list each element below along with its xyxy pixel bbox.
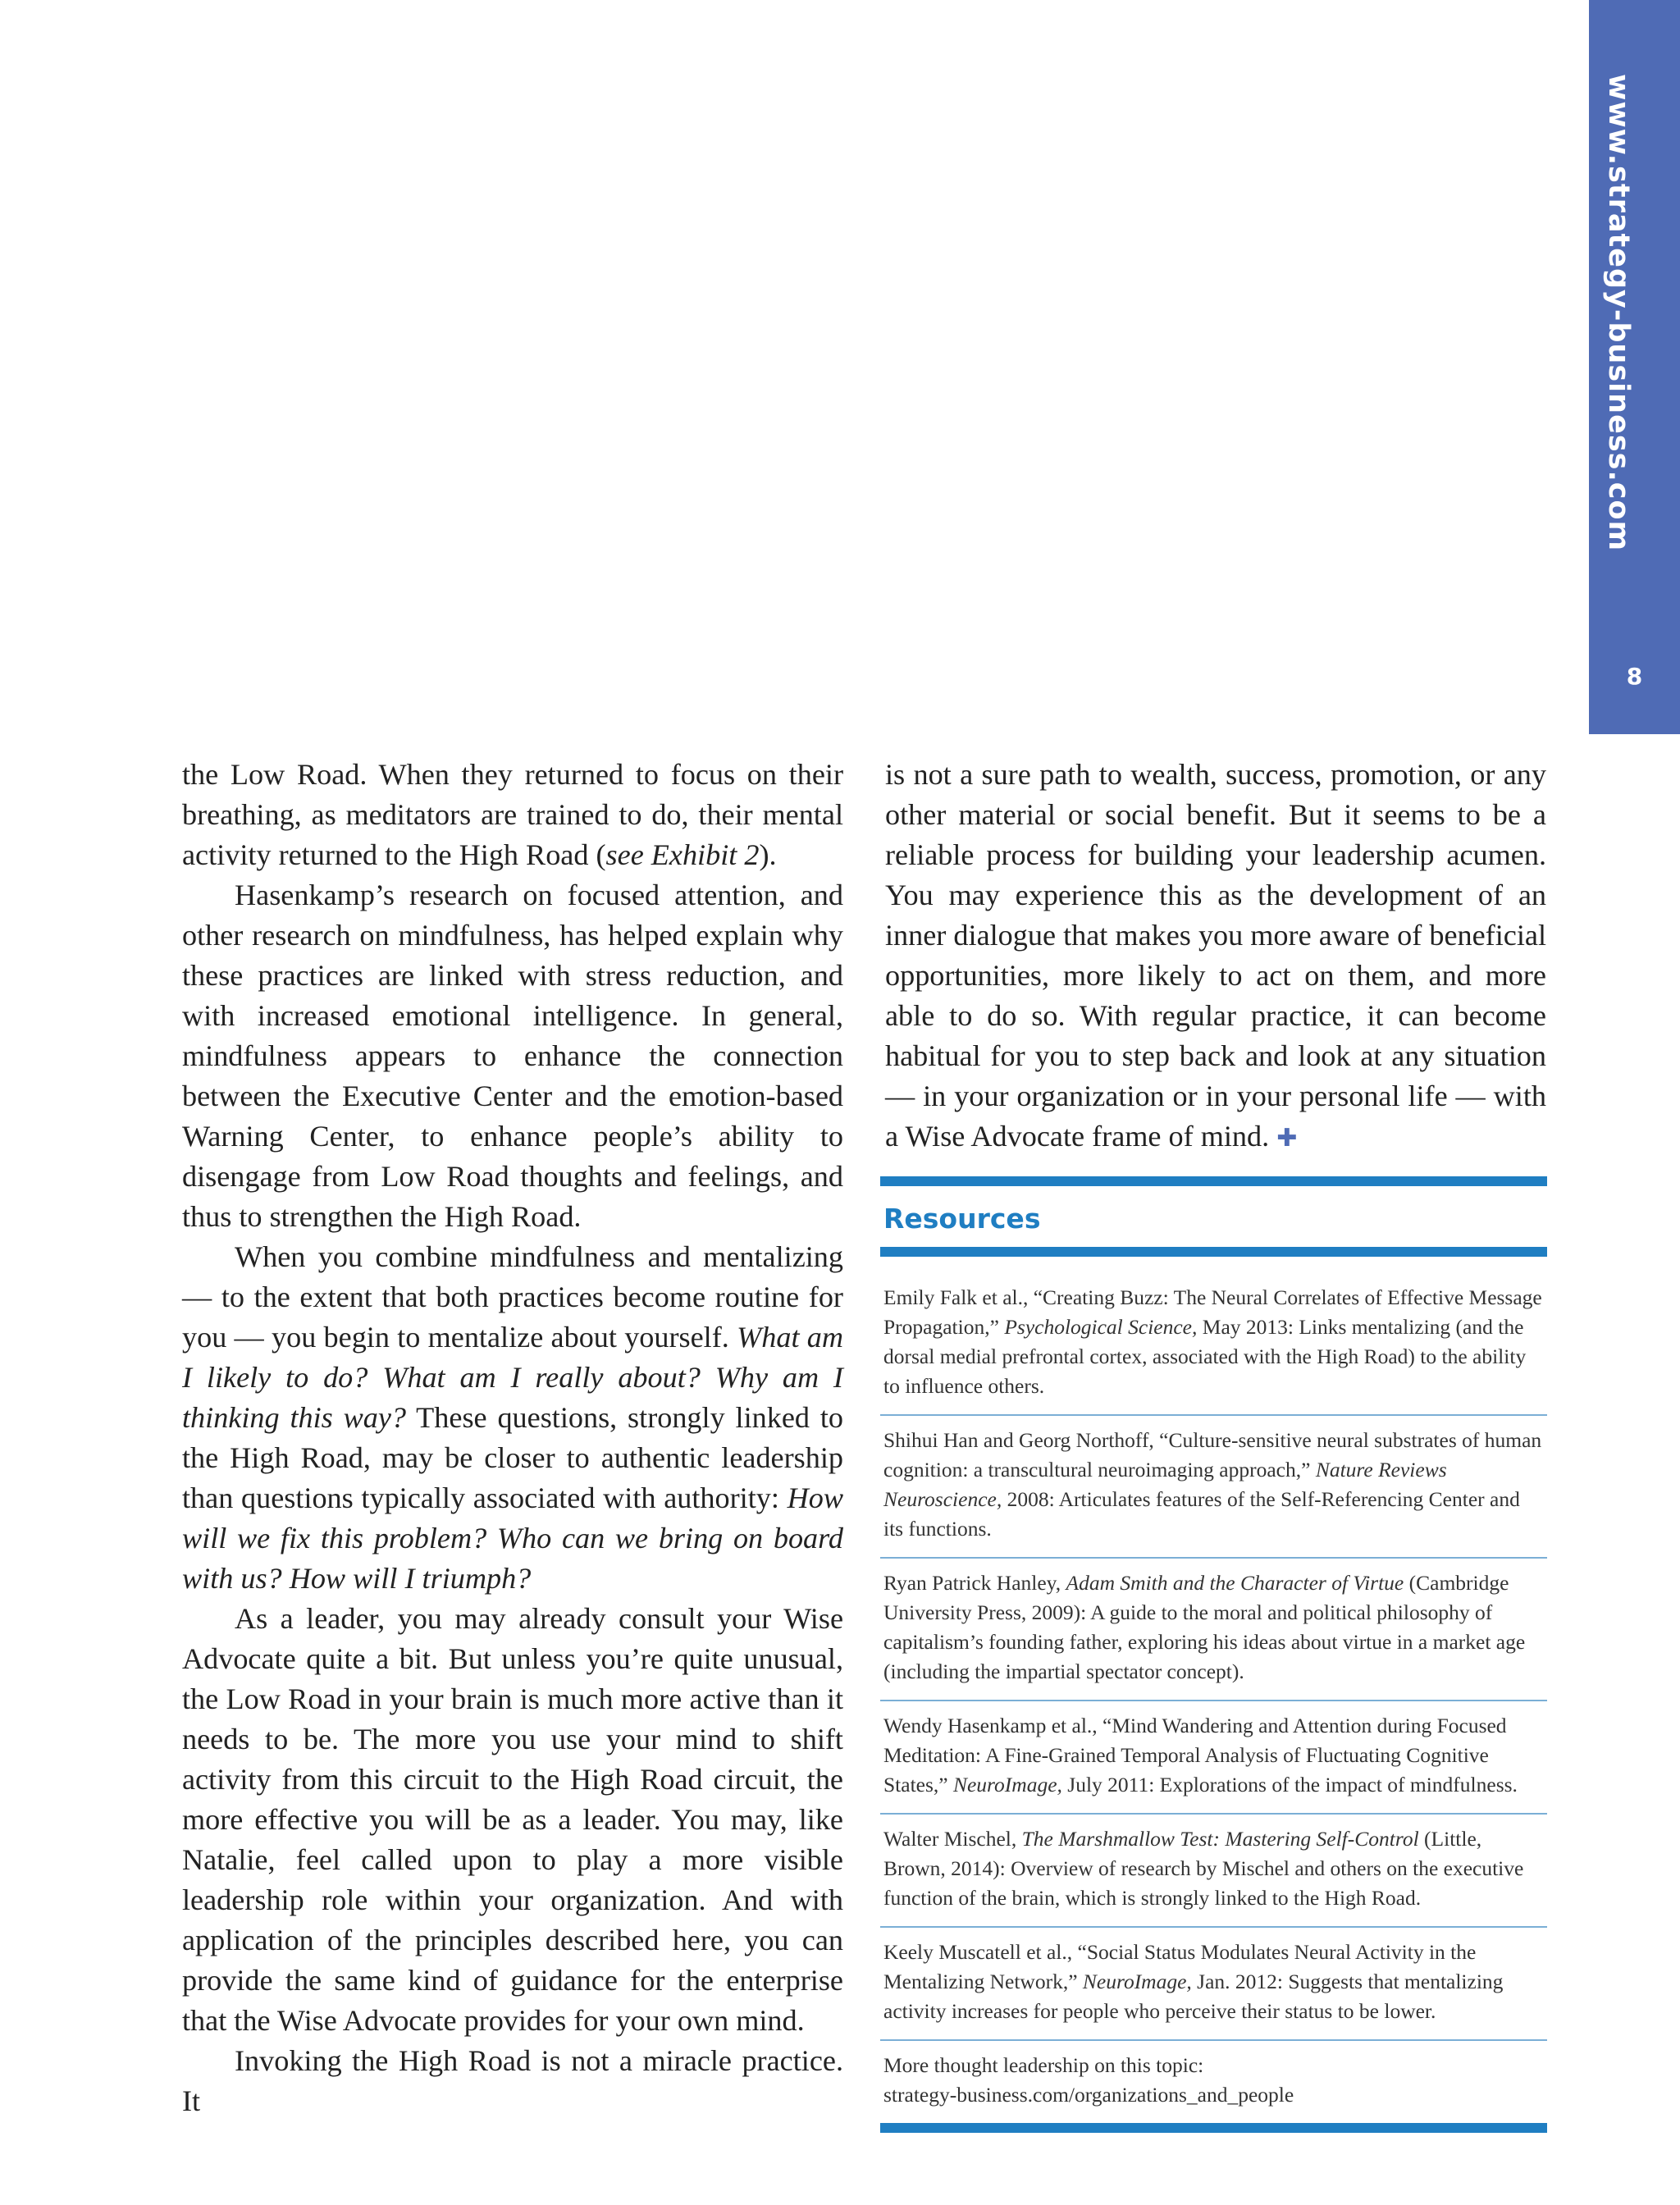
resources-box (880, 1176, 1547, 2133)
resource-item: Walter Mischel, The Marshmallow Test: Mastering Self-Control (Little, Brown, 2014): Overview of research by Mischel and others on the executive function of the brain, which is strongly linked to the High Road. (880, 1824, 1547, 1928)
left-paragraph-5: Invoking the High Road is not a miracle practice. It (182, 2044, 843, 2117)
site-url[interactable]: www.strategy-business.com (1602, 74, 1635, 552)
end-mark-icon: ✚ (1276, 1124, 1298, 1153)
resources-top-rule (880, 1176, 1547, 1186)
left-column (182, 755, 843, 2121)
left-paragraph-2: Hasenkamp’s research on focused attention, and other research on mindfulness, has helped explain why these practices are linked with stress reduction, and with increased emotional intelligence. In general, mindfulness appears to enhance the connection between the Executive Center and the emotion-based Warning Center, to enhance people’s ability to disengage from Low Road thoughts and feelings, and thus to strengthen the High Road. (182, 879, 843, 1233)
resources-title: Resources (883, 1203, 1041, 1235)
resource-item: Ryan Patrick Hanley, Adam Smith and the Character of Virtue (Cambridge University Press, 2009): A guide to the moral and political philosophy of capitalism’s founding father, exploring his ideas about virtue in a market age (including the impartial spectator concept). (880, 1568, 1547, 1701)
left-paragraph-3: When you combine mindfulness and mentalizing — to the extent that both practices become routine for you — you begin to mentalize about yourself. What am I likely to do? What am I really about? Why am I thinking this way? These questions, strongly linked to the High Road, may be closer to authentic leadership than questions typically associated with authority: How will we fix this problem? Who can we bring on board with us? How will I triumph? (182, 1240, 843, 1595)
resource-item: Emily Falk et al., “Creating Buzz: The Neural Correlates of Effective Message Propagation,” Psychological Science, May 2013: Links mentalizing (and the dorsal medial prefrontal cortex, associated with the High Road) to the ability to influence others. (880, 1257, 1547, 1416)
left-paragraph-4: As a leader, you may already consult your Wise Advocate quite a bit. But unless you’re quite unusual, the Low Road in your brain is much more active than it needs to be. The more you use your mind to shift activity from this circuit to the High Road circuit, the more effective you will be as a leader. You may, like Natalie, feel called upon to play a more visible leadership role within your organization. And with application of the principles described here, you can provide the same kind of guidance for the enterprise that the Wise Advocate provides for your own mind. (182, 1602, 843, 2037)
resources-title-rule (880, 1247, 1547, 1257)
resource-item: Wendy Hasenkamp et al., “Mind Wandering and Attention during Focused Meditation: A Fine-Grained Temporal Analysis of Fluctuating Cognitive States,” NeuroImage, July 2011: Explorations of the impact of mindfulness. (880, 1711, 1547, 1815)
page-number: 8 (1626, 663, 1643, 690)
left-paragraph-1: the Low Road. When they returned to focus on their breathing, as meditators are trained to do, their mental activity returned to the High Road (see Exhibit 2). (182, 758, 843, 871)
resource-item: Keely Muscatell et al., “Social Status Modulates Neural Activity in the Mentalizing Network,” NeuroImage, Jan. 2012: Suggests that mentalizing activity increases for people who perceive their status to be lower. (880, 1938, 1547, 2041)
right-column (885, 755, 1546, 1158)
more-link[interactable]: strategy-business.com/organizations_and_people (883, 2083, 1294, 2107)
right-paragraph-1: is not a sure path to wealth, success, promotion, or any other material or social benefit. But it seems to be a reliable process for building your leadership acumen. You may experience this as the development of an inner dialogue that makes you more aware of beneficial opportunities, more likely to act on them, and more able to do so. With regular practice, it can become habitual for you to step back and look at any situation — in your organization or in your personal life — with a Wise Advocate frame of mind. ✚ (885, 758, 1546, 1153)
more-label: More thought leadership on this topic: (883, 2053, 1204, 2077)
resource-item: Shihui Han and Georg Northoff, “Culture-sensitive neural substrates of human cognition: a transcultural neuroimaging approach,” Nature Reviews Neuroscience, 2008: Articulates features of the Self-Referencing Center and its functions. (880, 1426, 1547, 1559)
more-thought-leadership (880, 2051, 1547, 2133)
